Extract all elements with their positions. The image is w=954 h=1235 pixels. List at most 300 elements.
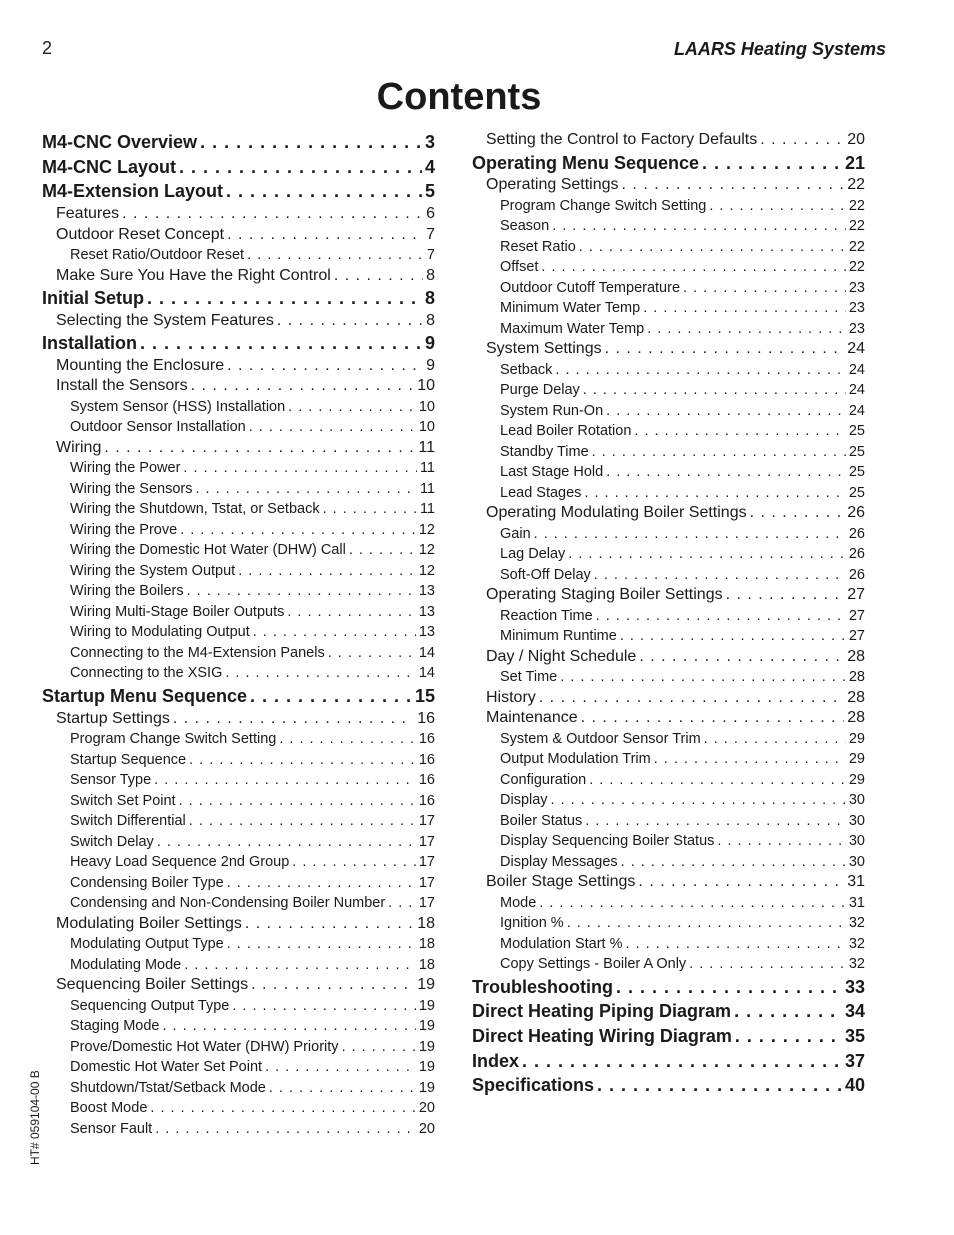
toc-entry-page: 16 — [417, 709, 435, 727]
toc-entry — [42, 602, 435, 623]
toc-entry-page: 26 — [848, 566, 865, 583]
toc-entry — [42, 622, 435, 643]
toc-dot-leader — [580, 380, 846, 401]
toc-entry — [42, 934, 435, 955]
toc-entry — [42, 709, 435, 730]
toc-dot-leader — [119, 204, 423, 225]
toc-dot-leader — [284, 602, 416, 623]
toc-entry-page: 12 — [418, 521, 435, 538]
toc-entry-page: 8 — [426, 311, 435, 329]
toc-dot-leader — [589, 442, 846, 463]
toc-dot-leader — [631, 421, 845, 442]
toc-entry-title: Last Stage Hold — [500, 464, 604, 481]
toc-entry-title: Outdoor Cutoff Temperature — [500, 279, 681, 296]
toc-entry — [42, 581, 435, 602]
toc-entry-title: Setback — [500, 361, 553, 378]
toc-dot-leader — [714, 831, 845, 852]
toc-entry-page: 11 — [418, 438, 435, 456]
toc-entry-title: Offset — [500, 259, 539, 276]
toc-entry-title: Boiler Stage Settings — [486, 873, 636, 891]
toc-dot-leader — [538, 257, 845, 278]
toc-entry — [472, 790, 865, 811]
toc-entry — [472, 257, 865, 278]
toc-entry-title: Copy Settings - Boiler A Only — [500, 956, 687, 973]
brand-name: LAARS Heating Systems — [673, 39, 886, 59]
toc-entry — [472, 503, 865, 524]
toc-entry-page: 19 — [418, 1018, 435, 1035]
toc-entry-page: 32 — [848, 935, 865, 952]
toc-dot-leader — [747, 503, 845, 524]
toc-dot-leader — [235, 561, 416, 582]
toc-dot-leader — [536, 893, 846, 914]
toc-dot-leader — [640, 298, 846, 319]
toc-dot-leader — [581, 483, 845, 504]
toc-dot-leader — [177, 520, 416, 541]
toc-dot-leader — [331, 266, 423, 287]
toc-entry — [472, 811, 865, 832]
toc-entry-page: 8 — [426, 266, 435, 284]
toc-entry-page: 32 — [848, 956, 865, 973]
toc-dot-leader — [159, 1016, 415, 1037]
toc-entry-title: Maximum Water Temp — [500, 320, 645, 337]
toc-entry-page: 25 — [848, 464, 865, 481]
toc-dot-leader — [154, 832, 416, 853]
toc-entry — [42, 852, 435, 873]
toc-entry-page: 20 — [418, 1120, 435, 1137]
toc-dot-leader — [223, 179, 422, 204]
toc-entry — [472, 975, 865, 1000]
toc-entry — [472, 585, 865, 606]
toc-dot-leader — [101, 438, 415, 459]
toc-entry — [42, 729, 435, 750]
toc-entry — [472, 319, 865, 340]
toc-entry — [42, 376, 435, 397]
toc-entry-title: Operating Settings — [486, 176, 619, 194]
toc-entry-page: 24 — [848, 382, 865, 399]
toc-entry — [472, 565, 865, 586]
toc-entry — [472, 647, 865, 668]
toc-entry-title: Program Change Switch Setting — [500, 197, 707, 214]
toc-entry-title: Soft-Off Delay — [500, 566, 591, 583]
toc-entry-title: Direct Heating Wiring Diagram — [472, 1026, 732, 1047]
toc-entry-title: Make Sure You Have the Right Control — [56, 266, 331, 284]
toc-entry-title: Set Time — [500, 669, 558, 686]
toc-entry — [42, 356, 435, 377]
toc-dot-leader — [248, 975, 414, 996]
page-number: 2 — [42, 38, 53, 58]
toc-dot-leader — [701, 729, 846, 750]
toc-dot-leader — [699, 151, 842, 176]
toc-dot-leader — [591, 565, 846, 586]
toc-entry-page: 32 — [848, 915, 865, 932]
toc-entry-title: Sequencing Boiler Settings — [56, 976, 249, 994]
toc-entry — [472, 934, 865, 955]
toc-entry-page: 10 — [418, 419, 435, 436]
toc-entry-title: Switch Differential — [70, 813, 186, 830]
toc-entry-title: System Run-On — [500, 402, 604, 419]
toc-entry — [42, 225, 435, 246]
toc-entry-page: 19 — [418, 1038, 435, 1055]
toc-entry — [472, 872, 865, 893]
toc-entry — [42, 204, 435, 225]
toc-entry — [42, 499, 435, 520]
toc-entry-title: Selecting the System Features — [56, 311, 274, 329]
toc-entry-page: 40 — [844, 1075, 865, 1096]
toc-entry — [472, 380, 865, 401]
toc-entry-page: 9 — [424, 333, 435, 354]
toc-entry — [42, 811, 435, 832]
toc-entry-page: 11 — [419, 460, 435, 477]
toc-entry-title: Wiring — [56, 438, 102, 456]
toc-entry-page: 6 — [426, 205, 435, 223]
toc-entry — [42, 684, 435, 709]
toc-entry-page: 22 — [848, 238, 865, 255]
toc-entry-page: 16 — [418, 751, 435, 768]
toc-entry — [42, 479, 435, 500]
toc-entry — [472, 175, 865, 196]
toc-dot-leader — [613, 975, 842, 1000]
toc-entry — [472, 606, 865, 627]
toc-entry-page: 29 — [848, 771, 865, 788]
toc-entry — [42, 520, 435, 541]
toc-entry-title: Prove/Domestic Hot Water (DHW) Priority — [70, 1038, 339, 1055]
toc-dot-leader — [706, 196, 846, 217]
toc-entry — [42, 996, 435, 1017]
toc-entry — [472, 524, 865, 545]
toc-entry-title: Reset Ratio/Outdoor Reset — [70, 247, 245, 264]
toc-entry-page: 34 — [844, 1001, 865, 1022]
toc-entry — [42, 914, 435, 935]
toc-entry-title: Configuration — [500, 771, 587, 788]
toc-dot-leader — [176, 155, 422, 180]
toc-dot-leader — [262, 1057, 416, 1078]
toc-dot-leader — [549, 216, 846, 237]
toc-entry-page: 17 — [418, 895, 435, 912]
toc-entry-title: Mounting the Enclosure — [56, 356, 225, 374]
toc-entry-page: 28 — [847, 688, 865, 706]
toc-column-right — [472, 130, 865, 1098]
toc-entry — [42, 1119, 435, 1140]
toc-entry-page: 25 — [848, 484, 865, 501]
toc-dot-leader — [536, 688, 844, 709]
toc-entry-page: 23 — [848, 300, 865, 317]
toc-entry — [472, 151, 865, 176]
toc-entry — [42, 286, 435, 311]
toc-entry-title: Connecting to the XSIG — [70, 665, 223, 682]
toc-dot-leader — [548, 790, 846, 811]
toc-entry — [472, 893, 865, 914]
toc-dot-leader — [757, 130, 844, 151]
toc-entry-page: 26 — [847, 504, 865, 522]
toc-entry-title: Outdoor Reset Concept — [56, 225, 225, 243]
toc-dot-leader — [242, 914, 414, 935]
toc-entry-title: Lag Delay — [500, 546, 566, 563]
toc-entry-page: 31 — [848, 894, 865, 911]
toc-entry-page: 22 — [848, 259, 865, 276]
toc-entry — [472, 729, 865, 750]
toc-dot-leader — [224, 873, 416, 894]
toc-entry-title: Reaction Time — [500, 607, 593, 624]
toc-dot-leader — [618, 852, 846, 873]
toc-entry-title: Troubleshooting — [472, 976, 613, 997]
toc-entry — [42, 1098, 435, 1119]
toc-entry-page: 27 — [848, 628, 865, 645]
toc-entry-page: 9 — [426, 356, 435, 374]
toc-entry-page: 26 — [848, 525, 865, 542]
toc-entry-page: 19 — [418, 1079, 435, 1096]
toc-entry-title: Condensing Boiler Type — [70, 874, 224, 891]
toc-entry — [472, 1049, 865, 1074]
toc-entry-title: Wiring the Shutdown, Tstat, or Setback — [70, 501, 320, 518]
toc-entry — [42, 893, 435, 914]
toc-entry-title: Setting the Control to Factory Defaults — [486, 131, 758, 148]
toc-entry — [472, 196, 865, 217]
toc-dot-leader — [651, 749, 846, 770]
toc-dot-leader — [250, 622, 416, 643]
toc-entry-page: 16 — [418, 731, 435, 748]
toc-entry-title: Features — [56, 205, 120, 223]
toc-entry-title: Minimum Water Temp — [500, 300, 641, 317]
toc-entry-page: 24 — [848, 402, 865, 419]
toc-entry — [42, 1016, 435, 1037]
toc-entry-title: Startup Sequence — [70, 751, 187, 768]
toc-entry — [472, 442, 865, 463]
toc-entry-title: M4-CNC Layout — [42, 156, 176, 177]
toc-dot-leader — [184, 581, 416, 602]
toc-dot-leader — [586, 770, 846, 791]
toc-entry-title: Heavy Load Sequence 2nd Group — [70, 854, 290, 871]
toc-dot-leader — [603, 401, 846, 422]
toc-entry-title: Reset Ratio — [500, 238, 576, 255]
toc-entry-page: 37 — [844, 1050, 865, 1071]
page-title: Contents — [376, 76, 542, 118]
toc-entry — [42, 540, 435, 561]
toc-entry-title: Condensing and Non-Condensing Boiler Number — [70, 895, 386, 912]
toc-entry-title: Boiler Status — [500, 812, 583, 829]
toc-entry-title: Install the Sensors — [56, 377, 188, 395]
toc-entry-title: Day / Night Schedule — [486, 647, 637, 665]
toc-entry — [42, 643, 435, 664]
toc-entry-page: 29 — [848, 730, 865, 747]
toc-entry-title: Outdoor Sensor Installation — [70, 419, 246, 436]
toc-dot-leader — [564, 913, 846, 934]
toc-dot-leader — [229, 996, 416, 1017]
toc-entry-title: Standby Time — [500, 443, 589, 460]
toc-entry-page: 22 — [847, 176, 865, 194]
toc-dot-leader — [576, 237, 846, 258]
toc-entry-page: 26 — [848, 546, 865, 563]
toc-entry-page: 30 — [848, 812, 865, 829]
toc-entry-title: M4-Extension Layout — [42, 181, 224, 202]
toc-entry-title: Display Sequencing Boiler Status — [500, 833, 715, 850]
toc-dot-leader — [222, 663, 416, 684]
toc-entry-page: 28 — [847, 709, 865, 727]
toc-entry — [42, 750, 435, 771]
toc-entry-title: Index — [472, 1050, 520, 1071]
toc-entry — [42, 955, 435, 976]
toc-entry-page: 24 — [848, 361, 865, 378]
toc-entry-title: Minimum Runtime — [500, 628, 617, 645]
toc-dot-leader — [176, 791, 416, 812]
toc-entry-page: 29 — [848, 751, 865, 768]
toc-entry — [472, 360, 865, 381]
toc-entry-title: Connecting to the M4-Extension Panels — [70, 644, 325, 661]
toc-entry-page: 18 — [417, 914, 435, 932]
toc-entry-title: Maintenance — [486, 709, 578, 727]
toc-entry-title: System Sensor (HSS) Installation — [70, 398, 286, 415]
toc-entry-title: Wiring the Domestic Hot Water (DHW) Call — [70, 542, 346, 559]
toc-dot-leader — [246, 417, 416, 438]
toc-dot-leader — [519, 1049, 842, 1074]
toc-entry-title: Output Modulation Trim — [500, 751, 651, 768]
toc-entry-page: 3 — [424, 132, 435, 152]
toc-entry-title: M4-CNC Overview — [42, 132, 198, 152]
toc-dot-leader — [552, 360, 845, 381]
toc-entry — [472, 688, 865, 709]
toc-entry-title: Specifications — [472, 1075, 595, 1096]
toc-entry — [472, 278, 865, 299]
toc-entry-page: 7 — [426, 247, 435, 264]
toc-dot-leader — [346, 540, 416, 561]
toc-entry — [42, 179, 435, 204]
toc-entry-page: 28 — [848, 669, 865, 686]
toc-dot-leader — [180, 458, 417, 479]
toc-entry — [472, 708, 865, 729]
toc-dot-leader — [137, 331, 422, 356]
toc-dot-leader — [557, 667, 846, 688]
toc-entry-title: Lead Boiler Rotation — [500, 423, 632, 440]
toc-entry-page: 16 — [418, 772, 435, 789]
toc-entry-title: Purge Delay — [500, 382, 580, 399]
toc-entry — [42, 1057, 435, 1078]
toc-entry-page: 18 — [418, 936, 435, 953]
toc-column-left — [42, 130, 435, 1139]
toc-dot-leader — [289, 852, 416, 873]
toc-dot-leader — [603, 462, 846, 483]
toc-entry — [472, 852, 865, 873]
toc-entry-title: Display — [500, 792, 548, 809]
toc-entry-title: Wiring the Power — [70, 460, 181, 477]
toc-entry-page: 22 — [848, 197, 865, 214]
toc-entry — [472, 544, 865, 565]
toc-dot-leader — [224, 356, 423, 377]
toc-entry — [42, 873, 435, 894]
toc-dot-leader — [731, 999, 842, 1024]
toc-dot-leader — [224, 225, 423, 246]
toc-entry — [472, 483, 865, 504]
toc-entry-title: Installation — [42, 333, 138, 354]
toc-entry-page: 13 — [418, 603, 435, 620]
toc-entry-page: 10 — [418, 398, 435, 415]
toc-entry-title: Startup Settings — [56, 709, 170, 727]
toc-entry-page: 31 — [847, 873, 865, 891]
toc-entry-page: 14 — [418, 665, 435, 682]
toc-entry — [472, 216, 865, 237]
toc-entry-page: 14 — [418, 644, 435, 661]
toc-dot-leader — [602, 339, 845, 360]
toc-entry-title: Wiring Multi-Stage Boiler Outputs — [70, 603, 285, 620]
toc-dot-leader — [732, 1024, 842, 1049]
toc-entry-page: 4 — [424, 156, 435, 177]
toc-entry-title: Operating Modulating Boiler Settings — [486, 504, 747, 522]
toc-entry-page: 11 — [419, 501, 435, 518]
toc-entry-page: 23 — [848, 320, 865, 337]
toc-entry-page: 12 — [418, 542, 435, 559]
toc-entry — [472, 667, 865, 688]
toc-entry — [42, 1078, 435, 1099]
toc-entry — [42, 561, 435, 582]
toc-entry — [472, 626, 865, 647]
toc-entry-title: Domestic Hot Water Set Point — [70, 1059, 263, 1076]
toc-entry-page: 19 — [417, 976, 435, 994]
toc-entry-page: 25 — [848, 443, 865, 460]
toc-dot-leader — [181, 955, 416, 976]
toc-entry-page: 17 — [418, 874, 435, 891]
toc-entry-page: 11 — [419, 480, 435, 497]
toc-entry-title: Ignition % — [500, 915, 564, 932]
toc-entry — [472, 1024, 865, 1049]
toc-dot-leader — [565, 544, 846, 565]
toc-entry — [472, 999, 865, 1024]
toc-entry-title: Staging Mode — [70, 1018, 160, 1035]
toc-entry-title: Sensor Fault — [70, 1120, 153, 1137]
toc-dot-leader — [636, 647, 844, 668]
toc-entry-page: 13 — [418, 624, 435, 641]
toc-entry — [472, 749, 865, 770]
toc-entry-title: Shutdown/Tstat/Setback Mode — [70, 1079, 266, 1096]
toc-entry-page: 30 — [848, 853, 865, 870]
toc-entry-title: Wiring the Boilers — [70, 583, 184, 600]
toc-entry-title: Initial Setup — [42, 288, 145, 309]
toc-entry — [472, 237, 865, 258]
toc-entry-page: 10 — [417, 377, 435, 395]
document-code: HT# 059104-00 B — [28, 1070, 42, 1165]
toc-entry-page: 17 — [418, 833, 435, 850]
toc-entry-title: System & Outdoor Sensor Trim — [500, 730, 701, 747]
toc-entry-title: Mode — [500, 894, 537, 911]
toc-entry-title: Modulating Mode — [70, 956, 182, 973]
toc-dot-leader — [285, 397, 416, 418]
toc-dot-leader — [686, 954, 846, 975]
toc-entry-title: Wiring the System Output — [70, 562, 236, 579]
toc-dot-leader — [152, 1119, 416, 1140]
toc-entry — [472, 339, 865, 360]
toc-entry-page: 19 — [418, 997, 435, 1014]
toc-entry-title: Wiring the Prove — [70, 521, 178, 538]
toc-dot-leader — [186, 750, 416, 771]
toc-dot-leader — [144, 286, 422, 311]
toc-entry-title: Modulating Output Type — [70, 936, 224, 953]
toc-entry — [42, 663, 435, 684]
toc-entry-title: Startup Menu Sequence — [42, 685, 248, 706]
toc-entry-title: Boost Mode — [70, 1100, 148, 1117]
toc-entry — [472, 831, 865, 852]
toc-entry-page: 7 — [426, 225, 435, 243]
toc-entry — [472, 130, 865, 151]
toc-dot-leader — [193, 479, 417, 500]
toc-entry-page: 25 — [848, 423, 865, 440]
toc-entry-page: 30 — [848, 833, 865, 850]
toc-dot-leader — [247, 684, 412, 709]
toc-dot-leader — [170, 709, 414, 730]
toc-entry-page: 19 — [418, 1059, 435, 1076]
toc-entry-page: 28 — [847, 647, 865, 665]
toc-entry-page: 24 — [847, 340, 865, 358]
toc-entry-page: 27 — [848, 607, 865, 624]
toc-dot-leader — [186, 811, 416, 832]
toc-entry-page: 21 — [844, 152, 865, 173]
toc-dot-leader — [147, 1098, 415, 1119]
